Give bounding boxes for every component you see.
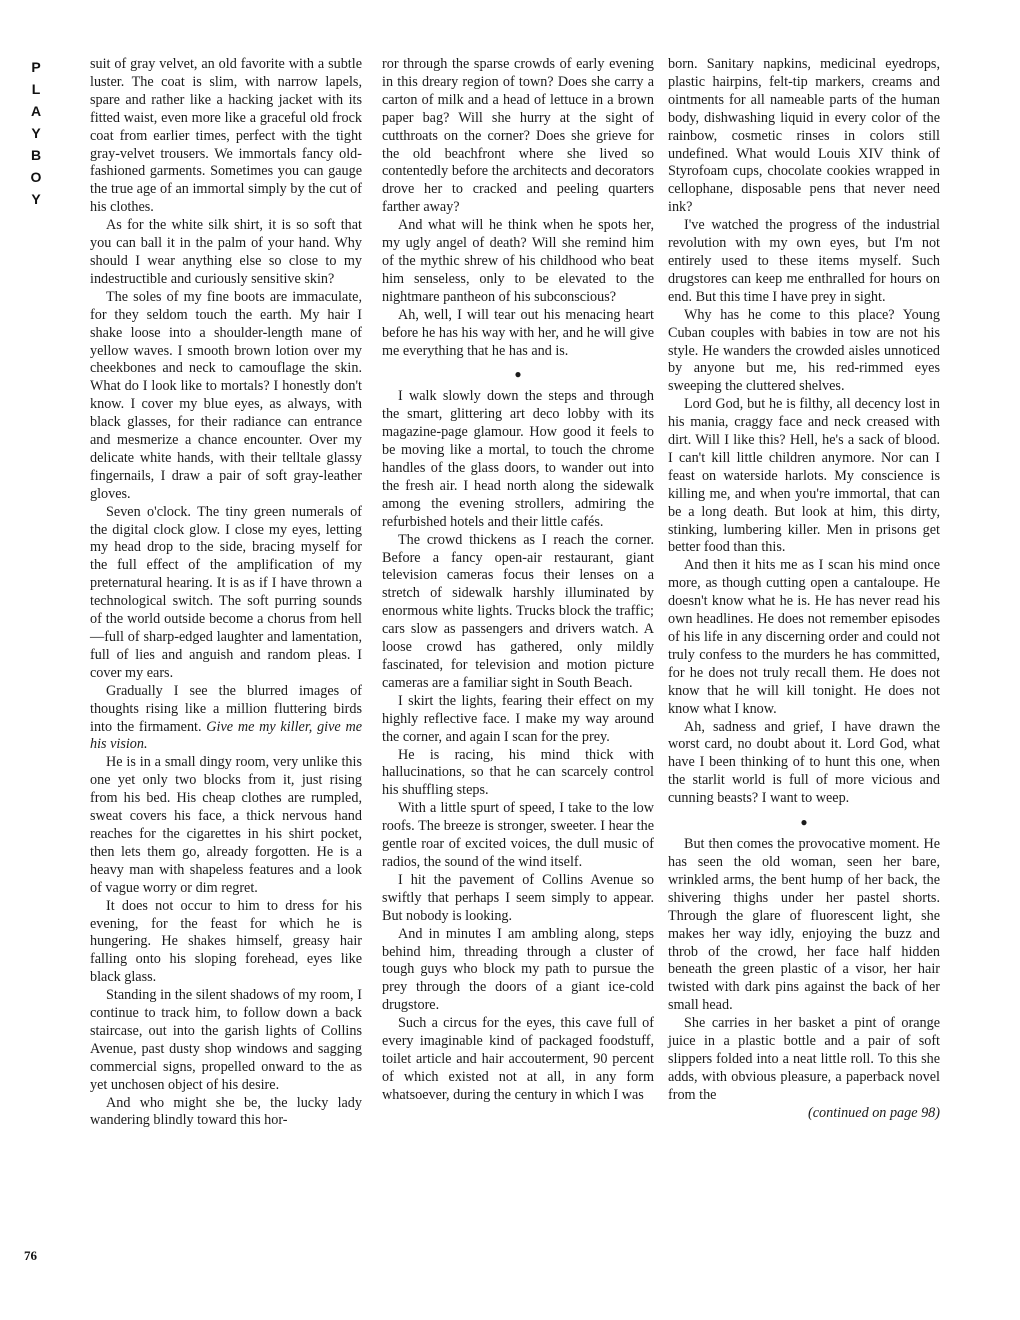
page-number: 76 xyxy=(24,1248,37,1263)
italic-phrase: Give me my killer, give me his vision. xyxy=(90,718,362,753)
text-column-3 xyxy=(668,56,940,1123)
paragraph: Standing in the silent shadows of my room, I continue to track him, to follow down a back staircase, out into the garish lights of Collins Avenue, past dusty shop windows and sagging commercial signs, propelled onward to the as yet unchosen object of his desire. xyxy=(90,987,362,1093)
section-separator: ● xyxy=(514,367,522,382)
paragraph: He is in a small dingy room, very unlike this one yet only two blocks from it, just rising from his bed. His cheap clothes are rumpled, sweat covers his face, a thick nervous hand reaches for the cigarettes in his shirt pocket, then lets them go, already forgotten. He is a heavy man with shapeless features and a look of vague worry or dim regret. xyxy=(90,754,362,896)
paragraph: And what will he think when he spots her, my ugly angel of death? Will she remind him of the mythic shrew of his childhood who beat him senseless, only to be elevated to the nightmare pantheon of his subconscious? xyxy=(382,217,654,305)
continued-note: (continued on page 98) xyxy=(808,1104,940,1121)
paragraph: And in minutes I am ambling along, steps behind him, threading through a cluster of tough guys who block my path to pursue the prey through the doors of a giant ice-cold drugstore. xyxy=(382,925,654,1014)
masthead-letter: P xyxy=(31,59,41,75)
paragraph: I've watched the progress of the industrial revolution with my own eyes, but I'm not entirely used to these items myself. Such drugstores can keep me enthralled for hours on end. But this time I have prey in sight. xyxy=(668,217,940,305)
paragraph: It does not occur to him to dress for his evening, for the feast for which he is hungering. He shakes himself, greasy hair falling onto his sloping forehead, eyes like black glass. xyxy=(90,897,362,986)
masthead-letter: A xyxy=(30,103,42,119)
paragraph: With a little spurt of speed, I take to the low roofs. The breeze is stronger, sweeter. I hear the gentle roar of excited voices, the dull music of radios, the sound of the wind itself. xyxy=(382,800,654,870)
paragraph: Why has he come to this place? Young Cuban couples with babies in tow are not his style. He wanders the crowded aisles unnoticed by anyone but me, his red-rimmed eyes sweeping the cluttered shelves. xyxy=(668,306,940,395)
paragraph: She carries in her basket a pint of orange juice in a plastic bottle and a pair of soft slippers folded into a neat little roll. To this she adds, with obvious pleasure, a paperback novel from the xyxy=(668,1015,940,1103)
paragraph: suit of gray velvet, an old favorite with a subtle luster. The coat is slim, with narrow lapels, spare and rather like a hacking jacket with its fitted waist, even more like a graceful old frock coat from earlier times, perfect with the tight gray-velvet trousers. We immortals fancy old-fashioned garments. Sometimes you can gauge the true age of an immortal simply by the cut of his clothes. xyxy=(90,56,362,216)
paragraph: born. Sanitary napkins, medicinal eyedrops, plastic hairpins, felt-tip markers, creams and ointments for all nameable parts of the human body, dishwashing liquid in every color of the rainbow, cosmetic rinses in colors still undefined. What would Louis XIV think of Styrofoam cups, chocolate cookies wrapped in cellophane, disposable pens that never need ink? xyxy=(668,56,940,216)
paragraph: I skirt the lights, fearing their effect on my highly reflective face. I make my way around the corner, and again I scan for the prey. xyxy=(382,692,654,745)
masthead-vertical xyxy=(26,60,46,214)
masthead-letter: B xyxy=(30,147,42,163)
paragraph: The crowd thickens as I reach the corner. Before a fancy open-air restaurant, giant television cameras focus their lenses on a stretch of sidewalk harshly illuminated by enormous white lights. Trucks block the traffic; cars slow as passengers and drivers watch. A loose crowd has gathered, only mildly fascinated, for television and motion picture cameras are a familiar sight in South Beach. xyxy=(382,531,654,691)
masthead-letter: Y xyxy=(31,125,41,141)
paragraph: The soles of my fine boots are immaculate, for they seldom touch the earth. My hair I shake loose into a shoulder-length mane of yellow waves. I smooth brown lotion over my cheekbones and neck to camouflage the skin. What do I look like to mortals? I honestly don't know. I cover my blue eyes, as always, with black glasses, for their radiance can entrance and mesmerize a chance encounter. Over my delicate white hands, with their telltale glassy fingernails, I draw a pair of soft gray-leather gloves. xyxy=(90,288,362,502)
paragraph: Ah, sadness and grief, I have drawn the worst card, no doubt about it. Lord God, what have I been thinking of to hunt this one, when the starlit world is full of more vicious and cunning beasts? I want to weep. xyxy=(668,718,940,807)
paragraph: Ah, well, I will tear out his menacing heart before he has his way with her, and he will give me everything that he has and is. xyxy=(382,306,654,359)
paragraph-text: Gradually I see the blurred images of thoughts rising like a million fluttering birds into the firmament. xyxy=(90,682,362,735)
paragraph: I hit the pavement of Collins Avenue so swiftly that perhaps I seem simply to appear. But nobody is looking. xyxy=(382,871,654,924)
paragraph: But then comes the provocative moment. He has seen the old woman, seen her bare, wrinkled arms, the bent hump of her back, the shivering thighs under her pastel shorts. Through the glare of fluorescent light, she makes her way idly, enjoying the buzz and throb of the crowd, her face half hidden beneath the green plastic of a visor, her hair twisted with dark pins against the back of her small head. xyxy=(668,836,940,1014)
paragraph: Seven o'clock. The tiny green numerals of the digital clock glow. I close my eyes, letting my head drop to the side, bracing myself for the full effect of the amplification of my preternatural hearing. It is as if I have thrown a technological switch. The soft purring sounds of the world outside become a chorus from hell—full of sharp-edged laughter and lamentation, full of lies and anguish and random pleas. I cover my ears. xyxy=(90,503,362,681)
paragraph: Such a circus for the eyes, this cave full of every imaginable kind of packaged foodstuff, toilet article and hair accouterment, 90 percent of which existed not at all, in any form whatsoever, during the century in which I was xyxy=(382,1015,654,1103)
section-separator: ● xyxy=(800,815,808,830)
paragraph: ror through the sparse crowds of early evening in this dreary region of town? Does she carry a carton of milk and a head of lettuce in a brown paper bag? Will she hurry at the sight of cutthroats on the corner? Does she grieve for the old beachfront where she lived so contentedly before the architects and decorators drove her to cracked and peeling quarters farther away? xyxy=(382,56,654,216)
text-column-1 xyxy=(90,56,362,1130)
paragraph: And then it hits me as I scan his mind once more, as though cutting open a cantaloupe. He doesn't know what he is. He has never read his own headlines. He does not remember episodes of his life in any discerning order and could not truly confess to the murders he has committed, for he does not truly recall them. He does not know that he will kill tonight. He does not know what I know. xyxy=(668,557,940,717)
paragraph: Lord God, but he is filthy, all decency lost in his mania, craggy face and neck creased with dirt. Will I like this? Hell, he's a sack of blood. I can't kill little children anymore. Nor can I feast on waterside harlots. My conscience is killing me, and when you're immortal, that can be a long death. But look at him, this dirty, stinking, lumbering killer. Men in prisons get better food than this. xyxy=(668,396,940,556)
masthead-letter: L xyxy=(31,81,41,97)
text-column-2 xyxy=(382,56,654,1105)
paragraph xyxy=(90,683,362,755)
masthead-letter: Y xyxy=(31,191,41,207)
paragraph: I walk slowly down the steps and through the smart, glittering art deco lobby with its magazine-page glamour. How good it feels to be moving like a mortal, to touch the chrome handles of the glass doors, to wander out into the fresh air. I head north along the sidewalk among the evening strollers, admiring the refurbished hotels and their little cafés. xyxy=(382,388,654,530)
paragraph: And who might she be, the lucky lady wandering blindly toward this hor- xyxy=(90,1094,362,1129)
paragraph: As for the white silk shirt, it is so soft that you can ball it in the palm of your hand. Why should I wear anything else so close to my indestructible and curiously sensitive skin? xyxy=(90,217,362,287)
paragraph: He is racing, his mind thick with hallucinations, so that he can scarcely control his shuffling steps. xyxy=(382,746,654,799)
masthead-letter: O xyxy=(30,169,42,185)
